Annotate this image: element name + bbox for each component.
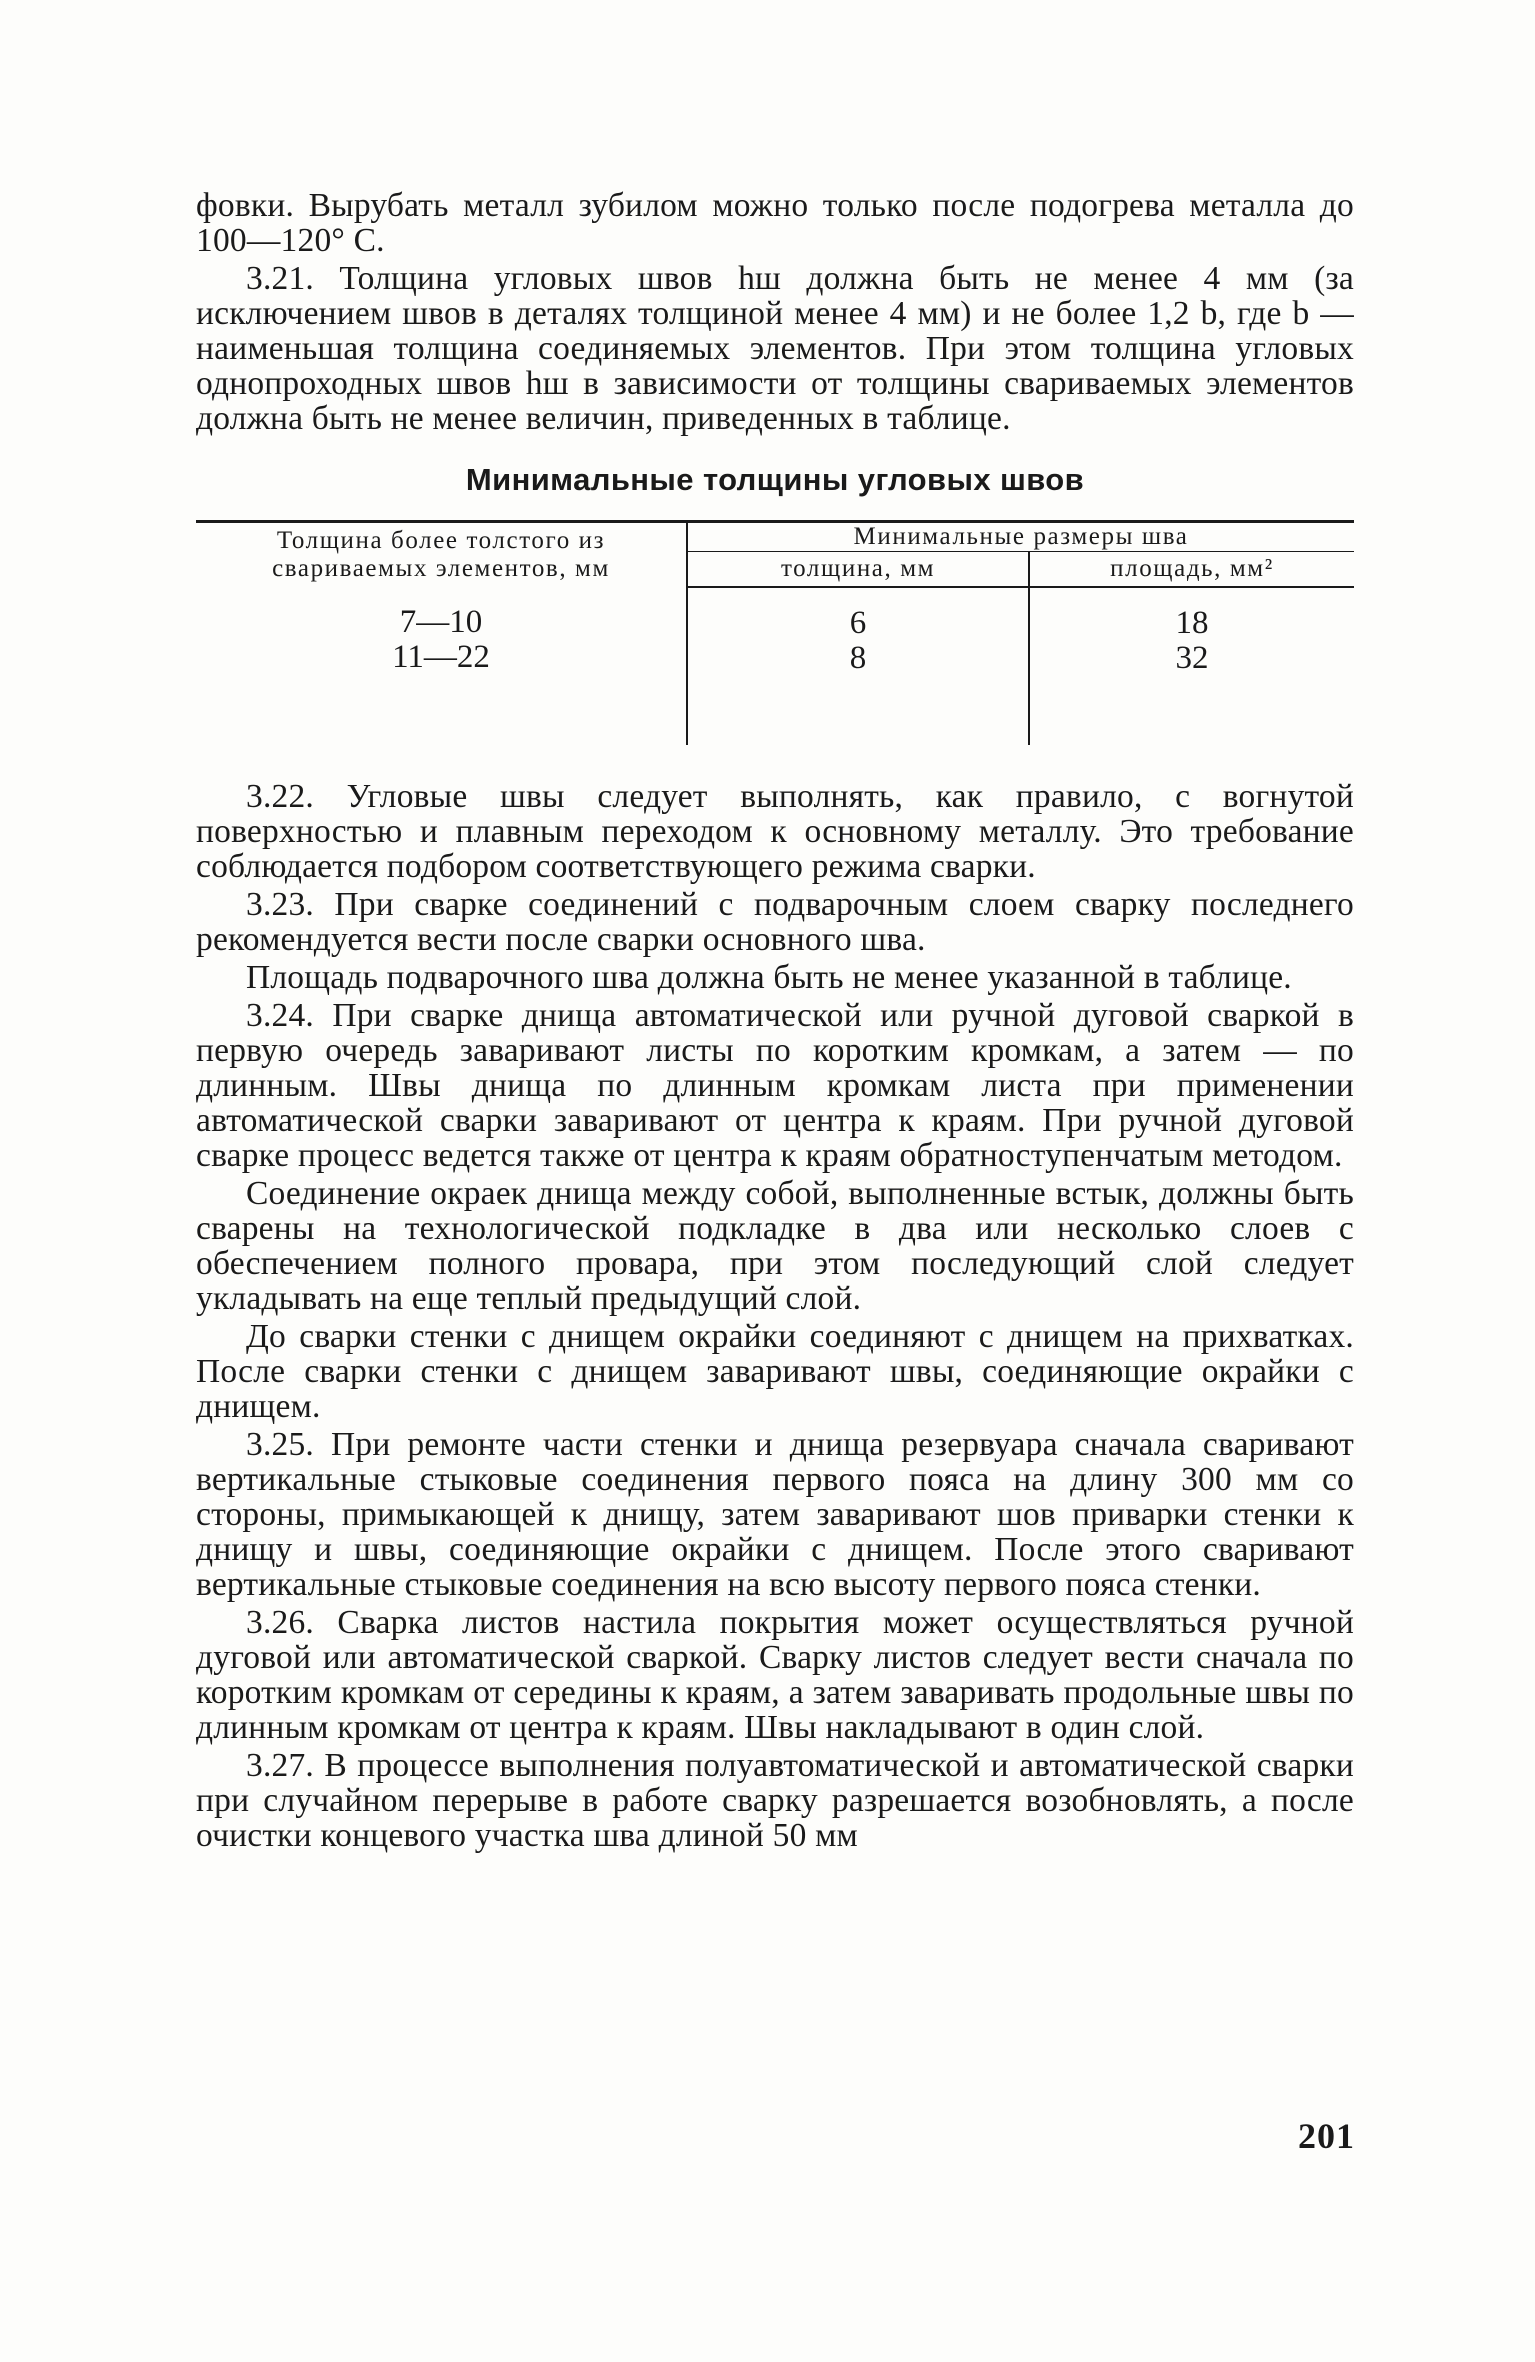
text-column xyxy=(196,188,1354,1853)
table-title: Минимальные толщины угловых швов xyxy=(465,462,1085,497)
paragraph-3-22: 3.22. Угловые швы следует выполнять, как правило, с вогнутой поверхностью и плавным переходом к основному металлу. Это требование соблюдается подбором соответствующего режима сварки. xyxy=(196,778,1354,885)
cell-value: 18 xyxy=(1175,605,1209,641)
paragraph-backing-area: Площадь подварочного шва должна быть не менее указанной в таблице. xyxy=(246,959,1292,996)
cell-weld-area xyxy=(1029,587,1354,745)
paragraph-3-25: 3.25. При ремонте части стенки и днища резервуара сначала сваривают вертикальные стыковые соединения первого пояса на длину 300 мм со стороны, примыкающей к днищу, затем заваривают шов приварки стенки к днищу и швы, соединяющие окрайки с днищем. После этого сваривают вертикальные стыковые соединения на всю высоту первого пояса стенки. xyxy=(196,1426,1354,1603)
header-weld-area: площадь, мм² xyxy=(1029,552,1354,588)
paragraph-tack-welds: До сварки стенки с днищем окрайки соединяют с днищем на прихватках. После сварки стенки с днищем заваривают швы, соединяющие окрайки с днищем. xyxy=(196,1318,1354,1425)
table-row xyxy=(196,587,1354,745)
paragraph-edge-joints: Соединение окраек днища между собой, выполненные встык, должны быть сварены на технологической подкладке в два или несколько слоев с обеспечением полного провара, при этом последующий слой следует укладывать на еще теплый предыдущий слой. xyxy=(196,1175,1354,1317)
paragraph-continuation: фовки. Вырубать металл зубилом можно только после подогрева металла до 100—120° С. xyxy=(196,187,1354,259)
paragraph-3-26: 3.26. Сварка листов настила покрытия может осуществляться ручной дуговой или автоматической сваркой. Сварку листов следует вести сначала по коротким кромкам от середины к краям, а затем заваривать продольные швы по длинным кромкам от центра к краям. Швы накладывают в один слой. xyxy=(196,1604,1354,1746)
cell-value: 11—22 xyxy=(392,639,490,675)
paragraph-3-23: 3.23. При сварке соединений с подварочным слоем сварку последнего рекомендуется вести после сварки основного шва. xyxy=(196,886,1354,958)
cell-value: 7—10 xyxy=(399,604,483,640)
paragraph-3-27: 3.27. В процессе выполнения полуавтоматической и автоматической сварки при случайном перерыве в работе сварку разрешается возобновлять, а после очистки концевого участка шва длиной 50 мм xyxy=(196,1747,1354,1854)
cell-value: 6 xyxy=(849,605,867,641)
cell-value: 8 xyxy=(849,640,867,676)
cell-thickness-range xyxy=(196,587,687,745)
header-min-weld-size: Минимальные размеры шва xyxy=(687,522,1354,552)
header-element-thickness: Толщина более толстого из свариваемых элементов, мм xyxy=(196,522,687,588)
cell-value: 32 xyxy=(1175,640,1209,676)
header-weld-thickness: толщина, мм xyxy=(687,552,1029,588)
paragraph-3-21: 3.21. Толщина угловых швов hш должна быть не менее 4 мм (за исключением швов в деталях толщиной менее 4 мм) и не более 1,2 b, где b — наименьшая толщина соединяемых элементов. При этом толщина угловых однопроходных швов hш в зависимости от толщины свариваемых элементов должна быть не менее величин, приведенных в таблице. xyxy=(196,260,1354,437)
page-number: 201 xyxy=(1298,2116,1355,2156)
cell-weld-thickness xyxy=(687,587,1029,745)
paragraph-3-24: 3.24. При сварке днища автоматической или ручной дуговой сваркой в первую очередь заваривают листы по коротким кромкам, а затем — по длинным. Швы днища по длинным кромкам листа при применении автоматической сварки заваривают от центра к краям. При ручной дуговой сварке процесс ведется также от центра к краям обратноступенчатым методом. xyxy=(196,997,1354,1174)
weld-thickness-table xyxy=(196,520,1354,745)
